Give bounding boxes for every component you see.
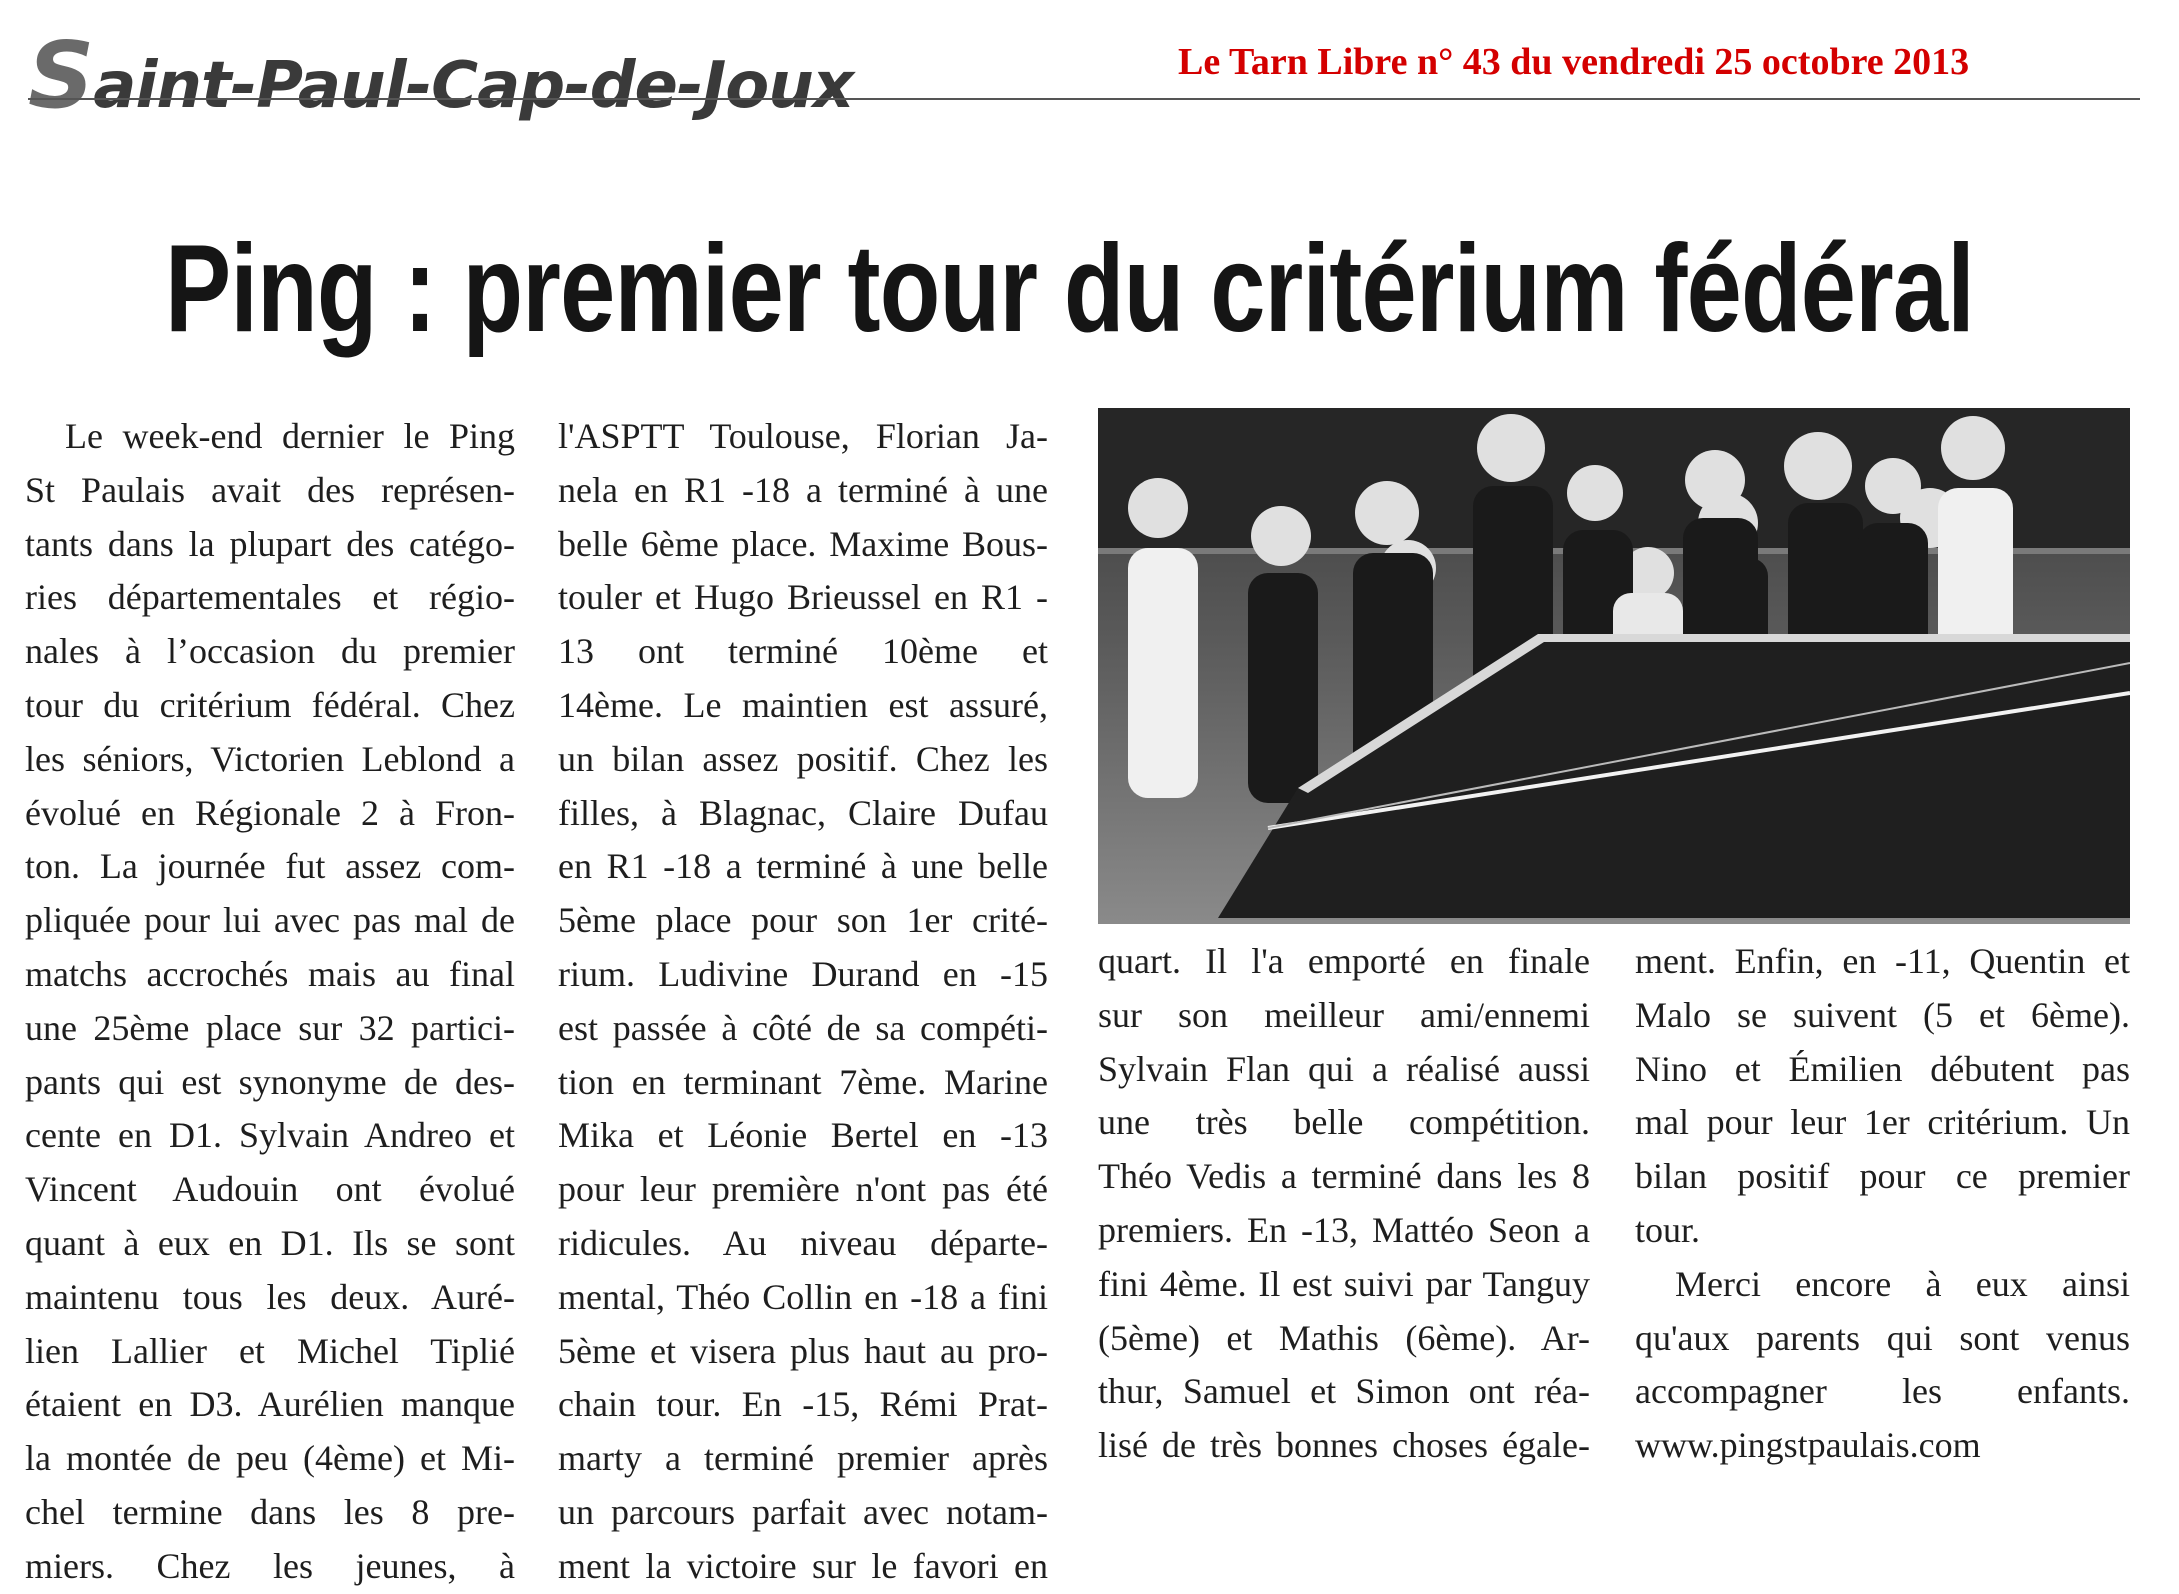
column-line: maintenu tous les deux. Auré-	[25, 1276, 515, 1317]
column-line: tion en terminant 7ème. Marine	[558, 1061, 1048, 1102]
team-photo	[1098, 408, 2130, 924]
column-line: belle 6ème place. Maxime Bous-	[558, 523, 1048, 564]
column-line: ment. Enfin, en -11, Quentin et	[1635, 941, 2130, 981]
website-link[interactable]: www.pingstpaulais.com	[1635, 1425, 1981, 1466]
town-name-initial: S	[28, 22, 94, 129]
column-line: matchs accrochés mais au final	[25, 953, 515, 994]
column-line: tants dans la plupart des catégo-	[25, 523, 515, 564]
header-divider	[28, 98, 2140, 100]
column-line: l'ASPTT Toulouse, Florian Ja-	[558, 416, 1048, 456]
column-line: mental, Théo Collin en -18 a fini	[558, 1276, 1048, 1317]
column-line: nales à l’occasion du premier	[25, 631, 515, 672]
column-line: cente en D1. Sylvain Andreo et	[25, 1115, 515, 1156]
column-line: Le week-end dernier le Ping	[65, 416, 515, 456]
headline: Ping : premier tour du critérium fédéral	[165, 220, 1975, 358]
column-line: Vincent Audouin ont évolué	[25, 1169, 515, 1210]
town-name	[28, 22, 853, 129]
column-line: ton. La journée fut assez com-	[25, 846, 515, 887]
team-photo-icon	[1098, 408, 2130, 924]
column-line: évolué en Régionale 2 à Fron-	[25, 792, 515, 833]
column-line: 5ème et visera plus haut au pro-	[558, 1330, 1048, 1371]
column-line: accompagner les enfants.	[1635, 1371, 2130, 1412]
town-name-rest: aint-Paul-Cap-de-Joux	[93, 49, 854, 123]
column-line: qu'aux parents qui sont venus	[1635, 1317, 2130, 1358]
column-line: Sylvain Flan qui a réalisé aussi	[1098, 1048, 1590, 1089]
column-line: (5ème) et Mathis (6ème). Ar-	[1098, 1317, 1590, 1358]
article-column-3	[1098, 935, 1590, 1473]
column-line: pliquée pour lui avec pas mal de	[25, 900, 515, 941]
column-line: une très belle compétition.	[1098, 1102, 1590, 1143]
column-line: lisé de très bonnes choses égale-	[1098, 1425, 1590, 1466]
column-line: Merci encore à eux ainsi	[1675, 1263, 2130, 1304]
column-line: 13 ont terminé 10ème et	[558, 631, 1048, 672]
column-line: rium. Ludivine Durand en -15	[558, 953, 1048, 994]
column-line: chel termine dans les 8 pre-	[25, 1491, 515, 1532]
article-column-2	[558, 410, 1048, 1594]
column-line: tour du critérium fédéral. Chez	[25, 684, 515, 725]
column-line: filles, à Blagnac, Claire Dufau	[558, 792, 1048, 833]
source-line: Le Tarn Libre n° 43 du vendredi 25 octobre 2013	[1178, 41, 1970, 83]
column-line: marty a terminé premier après	[558, 1438, 1048, 1479]
column-line: un bilan assez positif. Chez les	[558, 738, 1048, 779]
column-line: thur, Samuel et Simon ont réa-	[1098, 1371, 1590, 1412]
column-line: la montée de peu (4ème) et Mi-	[25, 1438, 515, 1479]
column-line: Mika et Léonie Bertel en -13	[558, 1115, 1048, 1156]
column-line: bilan positif pour ce premier	[1635, 1156, 2130, 1197]
column-line: ridicules. Au niveau départe-	[558, 1222, 1048, 1263]
column-line: Nino et Émilien débutent pas	[1635, 1048, 2130, 1089]
column-line: pants qui est synonyme de des-	[25, 1061, 515, 1102]
column-line: quant à eux en D1. Ils se sont	[25, 1222, 515, 1263]
column-line: nela en R1 -18 a terminé à une	[558, 469, 1048, 510]
column-line: miers. Chez les jeunes, à	[25, 1545, 515, 1586]
column-line: pour leur première n'ont pas été	[558, 1169, 1048, 1210]
column-line: les séniors, Victorien Leblond a	[25, 738, 515, 779]
column-line: étaient en D3. Aurélien manque	[25, 1384, 515, 1425]
article-column-1	[25, 410, 515, 1594]
column-line: ries départementales et régio-	[25, 577, 515, 618]
column-line: Théo Vedis a terminé dans les 8	[1098, 1156, 1590, 1197]
column-line: sur son meilleur ami/ennemi	[1098, 994, 1590, 1035]
column-line: une 25ème place sur 32 partici-	[25, 1007, 515, 1048]
column-line: ment la victoire sur le favori en	[558, 1545, 1048, 1586]
column-line: Malo se suivent (5 et 6ème).	[1635, 994, 2130, 1035]
column-line: est passée à côté de sa compéti-	[558, 1007, 1048, 1048]
column-line: un parcours parfait avec notam-	[558, 1491, 1048, 1532]
column-line: quart. Il l'a emporté en finale	[1098, 941, 1590, 981]
column-line: premiers. En -13, Mattéo Seon a	[1098, 1209, 1590, 1250]
article-column-4	[1635, 935, 2130, 1473]
column-line: 14ème. Le maintien est assuré,	[558, 684, 1048, 725]
column-line: en R1 -18 a terminé à une belle	[558, 846, 1048, 887]
column-line: St Paulais avait des représen-	[25, 469, 515, 510]
column-line: touler et Hugo Brieussel en R1 -	[558, 577, 1048, 618]
column-line: 5ème place pour son 1er crité-	[558, 900, 1048, 941]
column-line: lien Lallier et Michel Tiplié	[25, 1330, 515, 1371]
column-line: fini 4ème. Il est suivi par Tanguy	[1098, 1263, 1590, 1304]
column-line: chain tour. En -15, Rémi Prat-	[558, 1384, 1048, 1425]
column-line: tour.	[1635, 1209, 1701, 1250]
column-line: mal pour leur 1er critérium. Un	[1635, 1102, 2130, 1143]
